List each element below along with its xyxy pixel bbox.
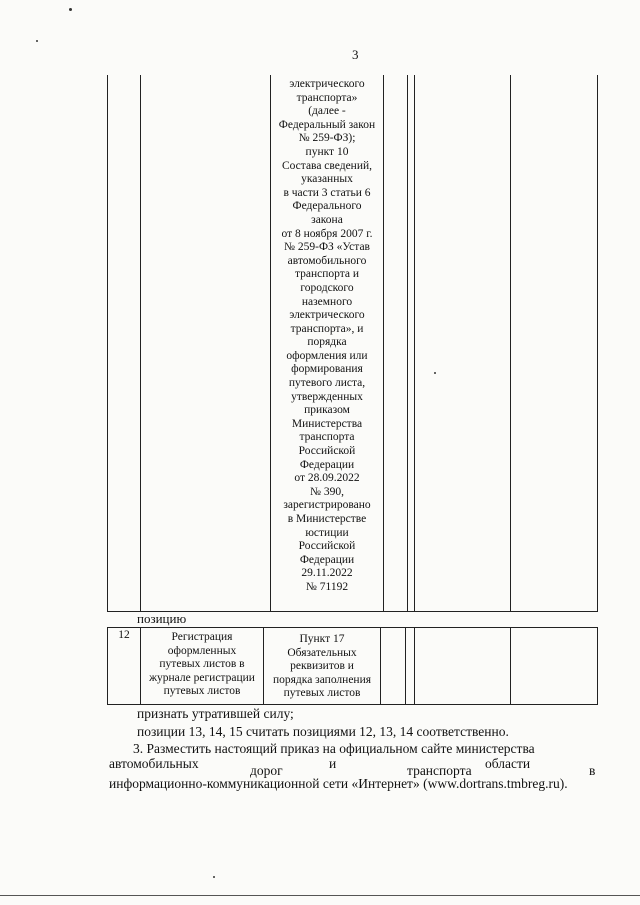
scan-speck [69, 8, 72, 11]
p3-word: автомобильных [109, 756, 199, 771]
scan-speck [36, 40, 38, 42]
table-top-col-divider [510, 75, 511, 612]
paragraph-3-line-1: 3. Разместить настоящий приказ на официальном сайте министерства [133, 741, 535, 756]
row12-col-divider [405, 627, 406, 705]
row12-col-divider [510, 627, 511, 705]
scan-edge-line [0, 895, 640, 896]
row12-basis: Пункт 17 Обязательных реквизитов и порядка заполнения путевых листов [272, 633, 372, 700]
paragraph-2: позиции 13, 14, 15 считать позициями 12, 13, 14 соответственно. [137, 724, 509, 739]
between-text: позицию [137, 611, 187, 626]
table-top-col-divider [414, 75, 415, 612]
page-number: 3 [352, 47, 359, 62]
table-top-left-border [107, 75, 108, 612]
row12-bottom-border [107, 704, 598, 705]
paragraph-3-line-3: информационно-коммуникационной сети «Интернет» (www.dortrans.tmbreg.ru). [109, 776, 568, 791]
row12-col-divider [380, 627, 381, 705]
row12-number: 12 [118, 629, 130, 641]
row12-col-divider [414, 627, 415, 705]
table-top-col-divider [407, 75, 408, 612]
row12-name: Регистрация оформленных путевых листов в журнале регистрации путевых листов [149, 631, 255, 698]
scan-speck [434, 372, 436, 374]
p3-word: и [329, 756, 337, 771]
p3-word: дорог [250, 763, 283, 778]
scan-speck [213, 876, 215, 878]
p3-word: области [485, 756, 531, 771]
row12-top-border [107, 627, 598, 628]
table-top-legal-text: электрического транспорта» (далее - Федеральный закон № 259-ФЗ); пункт 10 Состава сведений, указанных в части 3 статьи 6 Федерального закона от 8 ноября 2007 г. № 259-ФЗ «Устав автомобильного транспорта и городского наземного электрического транспорта», и порядка оформления или формирования путевого листа, утвержденных приказом Министерства транспорта Российской Федерации от 28.09.2022 № 390, зарегистрировано в Министерстве юстиции Российской Федерации 29.11.2022 № 71192 [278, 78, 376, 593]
p3-word: в [589, 763, 596, 778]
row12-right-border [597, 627, 598, 705]
p3-word: транспорта [407, 763, 472, 778]
table-top-col-divider [140, 75, 141, 612]
paragraph-1: признать утратившей силу; [137, 706, 294, 721]
table-top-col-divider [383, 75, 384, 612]
table-top-right-border [597, 75, 598, 612]
